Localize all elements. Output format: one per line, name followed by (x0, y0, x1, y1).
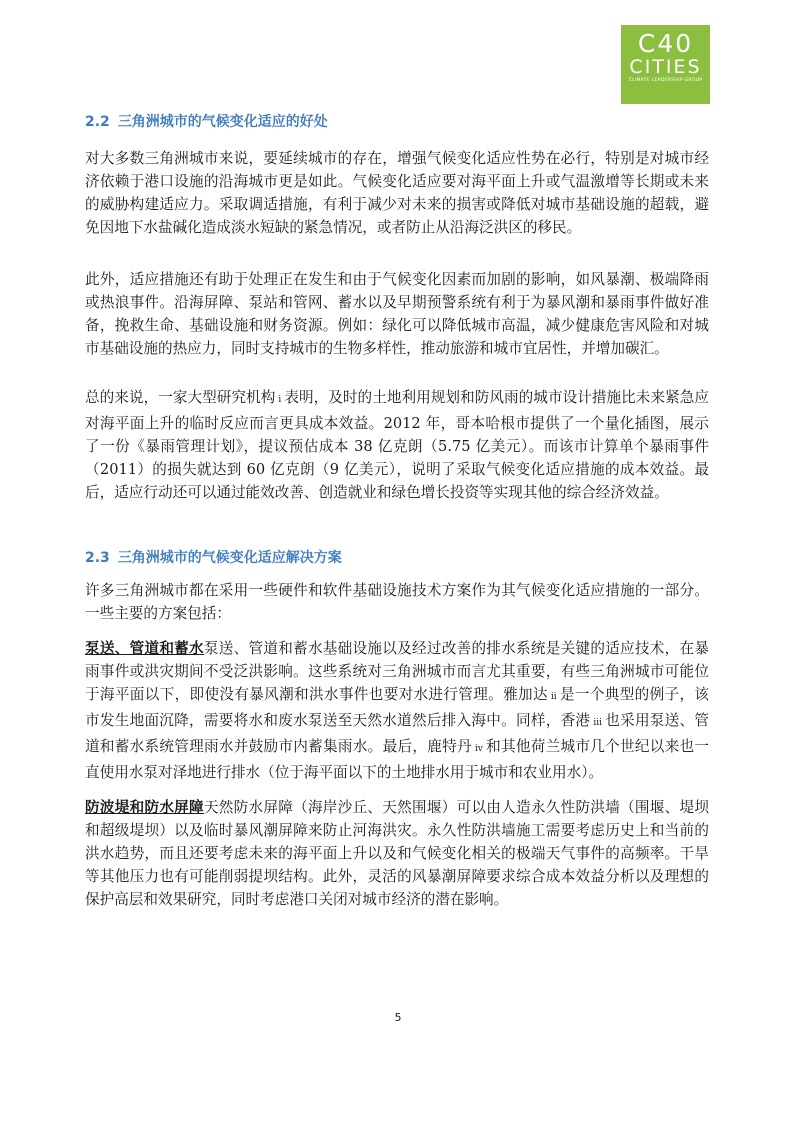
endnote-ref-iii[interactable]: iii (593, 718, 602, 728)
paragraph-1: 对大多数三角洲城市来说，要延续城市的存在，增强气候变化适应性势在必行，特别是对城市经济依赖于港口设施的沿海城市更是如此。气候变化适应要对海平面上升或气温激增等长期或未来的威胁构建适应力。采取调适措施，有利于减少对未来的损害或降低对城市基础设施的超载，避免因地下水盐碱化造成淡水短缺的紧急情况，或者防止从沿海泛洪区的移民。 (85, 150, 709, 236)
paragraph-3-text-a: 总的来说，一家大型研究机构 (85, 389, 276, 406)
paragraph-barriers (85, 796, 709, 911)
pumping-lead-term: 泵送、管道和蓄水 (85, 640, 204, 657)
paragraph-3-text-b: 表明，及时的土地利用规划和防风雨的城市设计措施比未来紧急应对海平面上升的临时反应而言更具成本效益。2012 年，哥本哈根市提供了一个量化插图，展示了一份《暴雨管理计划》，提议预估成本 38 亿克朗（5.75 亿美元）。而该市计算单个暴雨事件（2011）的损失就达到 60 亿克朗（9 亿美元），说明了采取气候变化适应措施的成本效益。最后，适应行动还可以通过能效改善、创造就业和绿色增长投资等实现其他的综合经济效益。 (85, 389, 709, 501)
section-title: 三角洲城市的气候变化适应解决方案 (117, 550, 342, 566)
paragraph-pumping (85, 637, 709, 784)
logo-line-1: C40 (637, 29, 694, 58)
logo-tagline: CLIMATE LEADERSHIP GROUP (628, 78, 703, 83)
pumping-text-b: 是一个典型的例子，该市发生地面沉降，需要将水和废水泵送至天然水道然后排入海中。同样，香港 (85, 686, 709, 729)
pumping-text-d: 和其他荷兰城市几个世纪以来也一直使用水泵对泽地进行排水（位于海平面以下的土地排水用于城市和农业用水）。 (85, 738, 709, 781)
section-number: 2.2 (85, 114, 110, 130)
endnote-ref-ii[interactable]: ii (550, 692, 557, 702)
pumping-text-a: 泵送、管道和蓄水基础设施以及经过改善的排水系统是关键的适应技术，在暴雨事件或洪灾期间不受泛洪影响。这些系统对三角洲城市而言尤其重要，有些三角洲城市可能位于海平面以下，即使没有暴风潮和洪水事件也要对水进行管理。雅加达 (85, 640, 709, 703)
endnote-ref-i[interactable]: i (278, 395, 282, 405)
page-number: 5 (394, 1011, 402, 1024)
barriers-text: 天然防水屏障（海岸沙丘、天然围堰）可以由人造永久性防洪墙（围堰、堤坝和超级堤坝）以及临时暴风潮屏障来防止河海洪灾。永久性防洪墙施工需要考虑历史上和当前的洪水趋势，而且还要考虑未来的海平面上升以及和气候变化相关的极端天气事件的高频率。干旱等其他压力也有可能削弱提坝结构。此外，灵活的风暴潮屏障要求综合成本效益分析以及理想的保护高层和效果研究，同时考虑港口关闭对城市经济的潜在影响。 (85, 799, 709, 908)
paragraph-4: 许多三角洲城市都在采用一些硬件和软件基础设施技术方案作为其气候变化适应措施的一部分。一些主要的方案包括： (85, 582, 709, 622)
section-heading-2-2 (85, 111, 328, 131)
pumping-text-c: 也采用泵送、管道和蓄水系统管理雨水并鼓励市内蓄集雨水。最后，鹿特丹 (85, 712, 709, 755)
barriers-lead-term: 防波堤和防水屏障 (85, 799, 204, 816)
section-number: 2.3 (85, 550, 110, 566)
section-heading-2-3 (85, 547, 342, 567)
section-title: 三角洲城市的气候变化适应的好处 (117, 114, 328, 130)
paragraph-2: 此外，适应措施还有助于处理正在发生和由于气候变化因素而加剧的影响，如风暴潮、极端降雨或热浪事件。沿海屏障、泵站和管网、蓄水以及早期预警系统有利于为暴风潮和暴雨事件做好准备，挽救生命、基础设施和财务资源。例如：绿化可以降低城市高温，减少健康危害风险和对城市基础设施的热应力，同时支持城市的生物多样性，推动旅游和城市宜居性，并增加碳汇。 (85, 271, 709, 357)
logo-line-2: CITIES (629, 56, 702, 78)
paragraph-3 (85, 386, 709, 504)
c40-cities-logo (621, 25, 710, 104)
endnote-ref-iv[interactable]: iv (474, 744, 483, 754)
